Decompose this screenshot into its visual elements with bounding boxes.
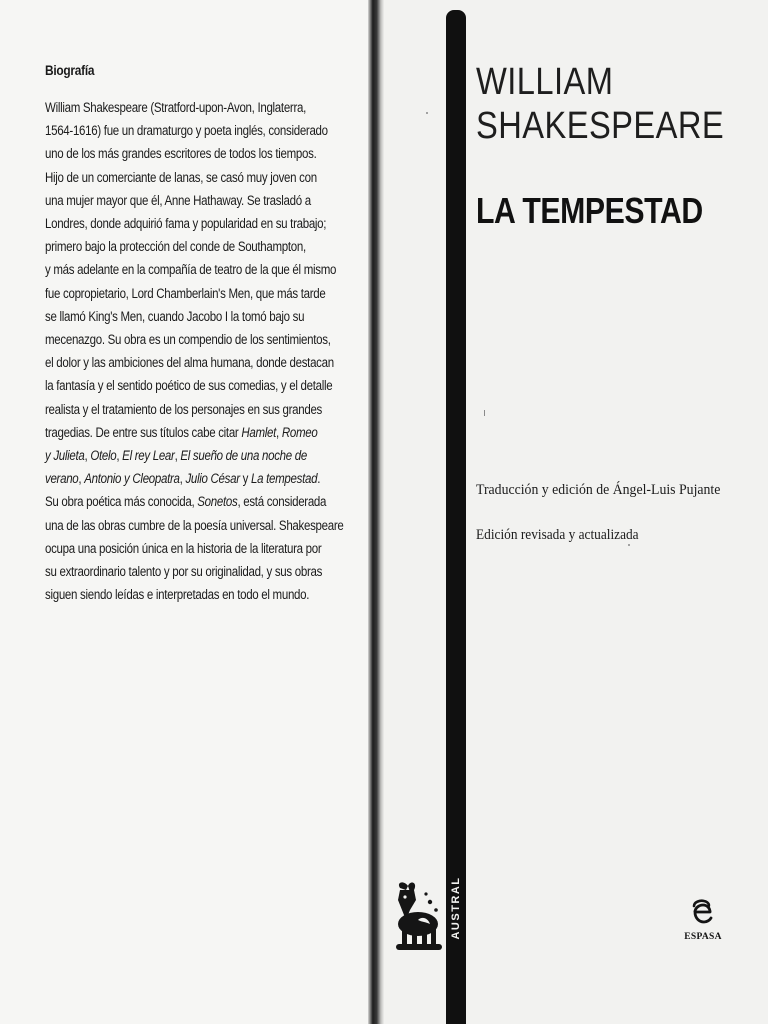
biography-line: tragedias. De entre sus títulos cabe citar Hamlet, Romeo <box>45 424 318 440</box>
biography-line: fue copropietario, Lord Chamberlain's Men, que más tarde <box>45 285 326 301</box>
biography-line: primero bajo la protección del conde de Southampton, <box>45 239 306 255</box>
biography-work-title: Romeo <box>281 424 318 440</box>
edition-note: Edición revisada y actualizada <box>476 527 639 543</box>
biography-line: la fantasía y el sentido poético de sus comedias, y el detalle <box>45 378 333 394</box>
biography-line: siguen siendo leídas e interpretadas en todo el mundo. <box>45 587 310 603</box>
biography-line: una mujer mayor que él, Anne Hathaway. Se trasladó a <box>45 192 311 208</box>
austral-goat-logo-icon <box>388 880 444 952</box>
biography-text <box>45 96 342 606</box>
biography-line: realista y el tratamiento de los personajes en sus grandes <box>45 401 323 417</box>
biography-line: se llamó King's Men, cuando Jacobo I la tomó bajo su <box>45 308 305 324</box>
biography-work-title: Antonio y Cleopatra <box>84 471 180 487</box>
biography-line: Su obra poética más conocida, Sonetos, está considerada <box>45 494 327 510</box>
biography-line: el dolor y las ambiciones del alma humana, donde destacan <box>45 355 334 371</box>
espasa-e-logo-icon <box>688 898 718 926</box>
author-name <box>476 60 724 148</box>
paper-speck <box>484 410 485 416</box>
inner-flap <box>0 0 368 1024</box>
biography-line: Londres, donde adquirió fama y popularidad en su trabajo; <box>45 216 327 232</box>
biography-work-title: Otelo <box>90 448 117 464</box>
biography-work-title: La tempestad <box>251 471 318 487</box>
biography-work-title: El rey Lear <box>122 448 175 464</box>
biography-work-title: El sueño de una noche de <box>180 448 307 464</box>
spine-fold <box>368 0 384 1024</box>
author-last-name: SHAKESPEARE <box>476 105 725 147</box>
biography-work-title: Hamlet <box>241 424 277 440</box>
front-cover <box>384 0 768 1024</box>
translation-credit: Traducción y edición de Ángel-Luis Pujante <box>476 482 721 498</box>
biography-line: mecenazgo. Su obra es un compendio de los sentimientos, <box>45 332 331 348</box>
biography-line: Hijo de un comerciante de lanas, se casó muy joven con <box>45 169 317 185</box>
biography-heading: Biografía <box>45 62 95 78</box>
collection-label: AUSTRAL <box>450 876 462 940</box>
biography-work-title: Julio César <box>185 471 240 487</box>
collection-band <box>446 10 466 1024</box>
biography-line: una de las obras cumbre de la poesía universal. Shakespeare <box>45 517 344 533</box>
biography-line: 1564-1616) fue un dramaturgo y poeta inglés, considerado <box>45 123 328 139</box>
biography-line: uno de los más grandes escritores de todos los tiempos. <box>45 146 317 162</box>
biography-line: ocupa una posición única en la historia de la literatura por <box>45 540 322 556</box>
biography-line: su extraordinario talento y por su originalidad, y sus obras <box>45 564 323 580</box>
biography-line: William Shakespeare (Stratford-upon-Avon, Inglaterra, <box>45 100 306 115</box>
publisher-name: ESPASA <box>684 932 722 942</box>
biography-line: y más adelante en la compañía de teatro de la que él mismo <box>45 262 337 278</box>
book-title: LA TEMPESTAD <box>476 190 703 231</box>
biography-work-title: Sonetos <box>197 494 238 510</box>
biography-line: verano, Antonio y Cleopatra, Julio César y La tempestad. <box>45 471 321 487</box>
paper-speck <box>426 112 428 114</box>
biography-line: y Julieta, Otelo, El rey Lear, El sueño de una noche de <box>45 448 307 464</box>
author-first-name: WILLIAM <box>476 61 614 103</box>
biography-work-title: verano <box>45 471 79 487</box>
biography-work-title: y Julieta <box>45 448 85 464</box>
paper-speck <box>628 544 630 546</box>
